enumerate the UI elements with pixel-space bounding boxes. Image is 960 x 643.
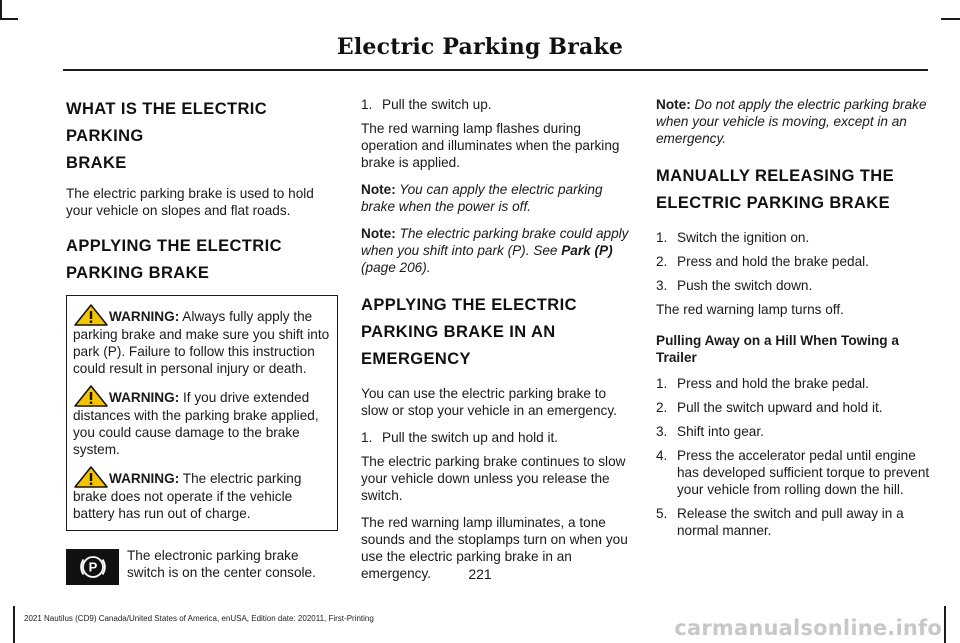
warning-triangle-icon xyxy=(73,304,109,326)
step-text: Pull the switch up. xyxy=(382,97,492,112)
heading-line: EMERGENCY xyxy=(361,350,471,368)
heading-line: WHAT IS THE ELECTRIC PARKING xyxy=(66,100,268,145)
note-power-off xyxy=(361,181,633,215)
step-text: Pull the switch up and hold it. xyxy=(382,430,559,445)
step-number: 1. xyxy=(361,97,373,112)
heading-emergency xyxy=(361,292,633,373)
note-text: The electric parking brake could apply when you shift into park (P). See xyxy=(361,226,629,258)
park-reference-link[interactable]: Park (P) xyxy=(561,243,613,258)
step-number: 4. xyxy=(656,448,668,463)
warning-text: Always fully apply the parking brake and make sure you shift into park (P). Failure to follow this instruction could result in personal injury or death. xyxy=(73,309,330,376)
page-title: Electric Parking Brake xyxy=(336,34,624,60)
warning-text: If you drive extended distances with the parking brake applied, you could cause damage to the brake system. xyxy=(73,390,319,457)
step-number: 2. xyxy=(656,400,668,415)
note-text: You can apply the electric parking brake when the power is off. xyxy=(361,182,603,214)
towing-steps xyxy=(656,375,930,539)
emergency-body: You can use the electric parking brake to slow or stop your vehicle in an emergency. xyxy=(361,386,617,418)
warning-box xyxy=(66,295,338,531)
apply-steps xyxy=(361,96,633,113)
step-text: Shift into gear. xyxy=(677,424,764,439)
note-moving xyxy=(656,96,930,147)
crop-mark-bottom-left xyxy=(13,606,15,643)
list-item xyxy=(361,96,633,113)
step-number: 1. xyxy=(656,230,668,245)
heading-what-is xyxy=(66,96,338,177)
note-label: Note: xyxy=(361,226,396,241)
column-3 xyxy=(656,96,930,546)
list-item xyxy=(656,423,930,440)
heading-manual-release xyxy=(656,163,930,217)
header-rule xyxy=(63,69,928,71)
footer-edition-info: 2021 Nautilus (CD9) Canada/United States of America, enUSA, Edition date: 202011, First-Printing xyxy=(24,614,374,623)
emergency-steps xyxy=(361,429,633,446)
step-text: Pull the switch upward and hold it. xyxy=(677,400,883,415)
crop-mark-top-left xyxy=(0,0,2,19)
switch-text: The electronic parking brake switch is on the center console. xyxy=(127,548,316,580)
manual-steps xyxy=(656,229,930,294)
step-text: Switch the ignition on. xyxy=(677,230,810,245)
step-text: Press and hold the brake pedal. xyxy=(677,376,869,391)
emergency-continue: The electric parking brake continues to slow your vehicle down unless you release the switch. xyxy=(361,454,626,503)
step-number: 5. xyxy=(656,506,668,521)
crop-mark-bottom-right xyxy=(944,606,946,643)
lamp-flash-text: The red warning lamp flashes during operation and illuminates when the parking brake is applied. xyxy=(361,121,620,170)
lamp-off-text: The red warning lamp turns off. xyxy=(656,302,844,317)
list-item xyxy=(656,399,930,416)
crop-mark-top-left-h xyxy=(0,18,18,20)
step-number: 1. xyxy=(361,430,373,445)
step-number: 3. xyxy=(656,278,668,293)
svg-text:P: P xyxy=(88,559,97,575)
heading-line: ELECTRIC PARKING BRAKE xyxy=(656,194,890,212)
step-text: Push the switch down. xyxy=(677,278,813,293)
list-item xyxy=(656,253,930,270)
emergency-lamp: The red warning lamp illuminates, a tone sounds and the stoplamps turn on when you use the electric parking brake in an emergency. xyxy=(361,515,628,581)
what-body: The electric parking brake is used to hold your vehicle on slopes and flat roads. xyxy=(66,186,314,218)
warning-item xyxy=(73,385,332,458)
heading-applying xyxy=(66,233,338,287)
warning-label: WARNING: xyxy=(109,390,180,405)
list-item xyxy=(656,505,930,539)
page-number: 221 xyxy=(468,566,492,582)
step-number: 1. xyxy=(656,376,668,391)
column-2 xyxy=(361,96,633,592)
step-number: 2. xyxy=(656,254,668,269)
warning-triangle-icon xyxy=(73,466,109,488)
heading-towing: Pulling Away on a Hill When Towing a Trailer xyxy=(656,333,899,365)
note-park xyxy=(361,225,633,276)
step-text: Press and hold the brake pedal. xyxy=(677,254,869,269)
warning-label: WARNING: xyxy=(109,471,180,486)
note-text: Do not apply the electric parking brake when your vehicle is moving, except in an emergency. xyxy=(656,97,927,146)
list-item xyxy=(656,229,930,246)
step-number: 3. xyxy=(656,424,668,439)
heading-line: APPLYING THE ELECTRIC xyxy=(66,237,282,255)
heading-line: MANUALLY RELEASING THE xyxy=(656,167,894,185)
warning-item xyxy=(73,466,332,522)
warning-label: WARNING: xyxy=(109,309,180,324)
heading-line: PARKING BRAKE IN AN xyxy=(361,323,556,341)
crop-mark-top-right xyxy=(941,18,960,20)
warning-text: The electric parking brake does not operate if the vehicle battery has run out of charge. xyxy=(73,471,302,521)
step-text: Release the switch and pull away in a normal manner. xyxy=(677,506,904,538)
list-item xyxy=(361,429,633,446)
note-page-ref: (page 206). xyxy=(361,260,431,275)
heading-line: APPLYING THE ELECTRIC xyxy=(361,296,577,314)
heading-line: PARKING BRAKE xyxy=(66,264,210,282)
heading-line: BRAKE xyxy=(66,154,127,172)
note-label: Note: xyxy=(656,97,691,112)
step-text: Press the accelerator pedal until engine has developed sufficient torque to prevent your vehicle from rolling down the hill. xyxy=(677,448,930,497)
note-label: Note: xyxy=(361,182,396,197)
list-item xyxy=(656,375,930,392)
warning-triangle-icon xyxy=(73,385,109,407)
watermark: carmanualsonline.info xyxy=(674,616,942,640)
column-1 xyxy=(66,96,338,585)
list-item xyxy=(656,277,930,294)
warning-item xyxy=(73,304,332,377)
list-item xyxy=(656,447,930,498)
